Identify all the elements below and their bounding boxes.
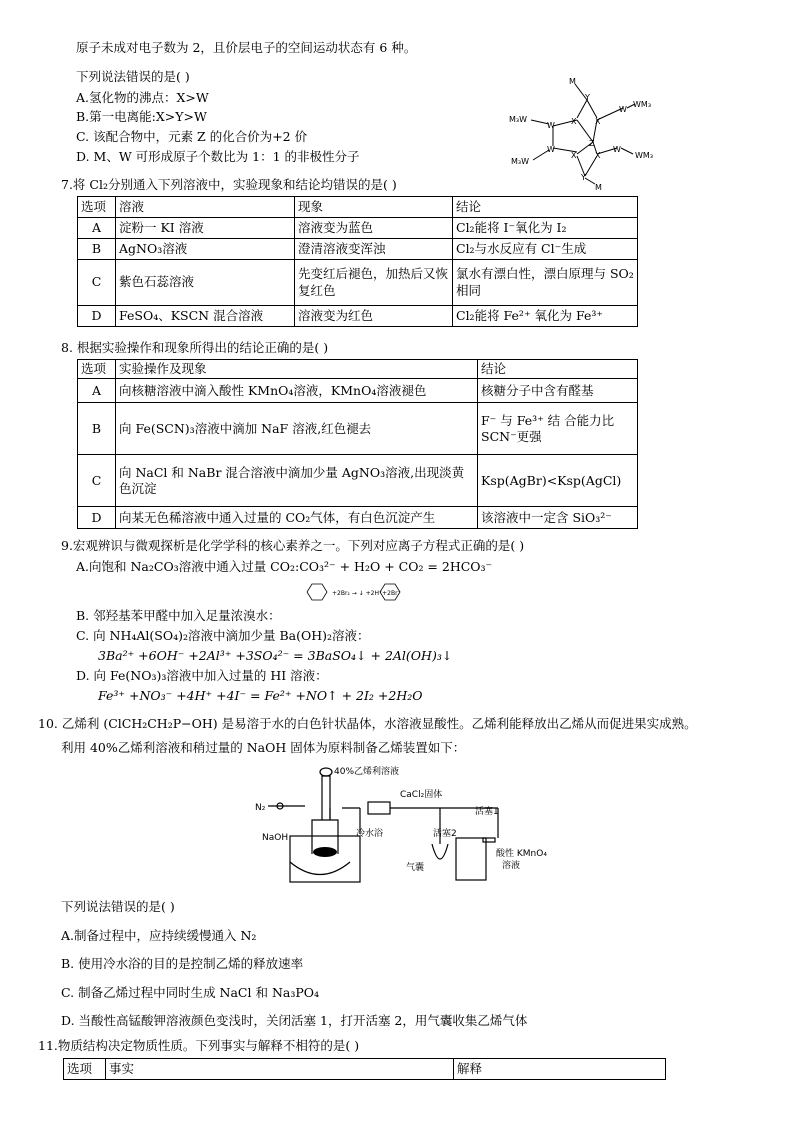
header-cell: 事实	[106, 1059, 454, 1080]
label-y-top: Y	[585, 93, 590, 102]
reaction-text: +2Br₂ → ↓ +2H⁺+2Br⁻	[332, 590, 401, 597]
table-cell: 淀粉一 KI 溶液	[116, 218, 295, 239]
q9-stem: 9.宏观辨识与微观探析是化学学科的核心素养之一。下列对应离子方程式正确的是( )	[61, 538, 525, 553]
label-m3w-bottom: M₃W	[511, 157, 530, 166]
table-row	[78, 306, 638, 327]
table-row	[78, 260, 638, 306]
table-cell: 澄清溶液变浑浊	[295, 239, 453, 260]
table-cell: 先变红后褪色，加热后又恢复红色	[295, 260, 453, 306]
q7-stem: 7.将 Cl₂分别通入下列溶液中，实验现象和结论均错误的是( )	[61, 177, 397, 192]
table-cell: D	[78, 306, 116, 327]
table-cell: F⁻ 与 Fe³⁺ 结 合能力比 SCN⁻更强	[478, 403, 638, 455]
table-cell: 氯水有漂白性，漂白原理与 SO₂相同	[453, 260, 638, 306]
q10-option-d: D. 当酸性高锰酸钾溶液颜色变浅时，关闭活塞 1，打开活塞 2，用气囊收集乙烯气体	[61, 1013, 528, 1028]
table-cell: A	[78, 218, 116, 239]
q6-option-c: C. 该配合物中，元素 Z 的化合价为+2 价	[76, 129, 308, 144]
label-x4: X	[595, 151, 601, 160]
header-cell: 选项	[78, 360, 116, 379]
table-cell: 向 Fe(SCN)₃溶液中滴加 NaF 溶液,红色褪去	[116, 403, 478, 455]
header-cell: 结论	[453, 197, 638, 218]
label-m-top: M	[569, 77, 576, 86]
header-cell: 现象	[295, 197, 453, 218]
q6-option-d: D. M、W 可形成原子个数比为 1：1 的非极性分子	[76, 149, 360, 164]
complex-structure-diagram	[505, 72, 665, 192]
header-cell: 结论	[478, 360, 638, 379]
label-m3w: M₃W	[509, 115, 528, 124]
table-cell: 该溶液中一定含 SiO₃²⁻	[478, 507, 638, 529]
table-row	[78, 379, 638, 403]
q9-option-d: D. 向 Fe(NO₃)₃溶液中加入过量的 HI 溶液：	[76, 668, 328, 683]
label-valve-1: 活塞1	[475, 807, 499, 817]
label-w1: W	[547, 121, 555, 130]
label-x3: X	[571, 151, 577, 160]
table-row	[78, 218, 638, 239]
q6-line1: 原子未成对电子数为 2，且价层电子的空间运动状态有 6 种。	[76, 40, 417, 55]
table-row	[78, 239, 638, 260]
label-naoh: NaOH	[262, 833, 289, 843]
label-z: Z	[589, 139, 595, 148]
label-n2: N₂	[255, 803, 266, 813]
q11-table	[63, 1058, 666, 1080]
header-cell: 实验操作及现象	[116, 360, 478, 379]
table-cell: B	[78, 239, 116, 260]
q8-stem: 8. 根据实验操作和现象所得出的结论正确的是( )	[61, 340, 329, 355]
label-kmno4-line2: 溶液	[502, 861, 521, 871]
table-cell: 核糖分子中含有醛基	[478, 379, 638, 403]
q8-table	[77, 359, 638, 529]
ethylene-apparatus-diagram	[250, 762, 547, 890]
label-y-bottom: Y	[581, 173, 586, 182]
q9-option-b: B. 邻羟基苯甲醛中加入足量浓溴水：	[76, 608, 281, 623]
table-cell: Cl₂能将 Fe²⁺ 氧化为 Fe³⁺	[453, 306, 638, 327]
table-cell: C	[78, 455, 116, 507]
label-ethephon-solution: 40%乙烯利溶液	[334, 767, 400, 777]
table-cell: 向 NaCl 和 NaBr 混合溶液中滴加少量 AgNO₃溶液,出现淡黄色沉淀	[116, 455, 478, 507]
label-w4: W	[613, 145, 621, 154]
table-row	[78, 403, 638, 455]
label-w2: W	[547, 145, 555, 154]
table-cell: 向核糖溶液中滴入酸性 KMnO₄溶液，KMnO₄溶液褪色	[116, 379, 478, 403]
table-row	[78, 507, 638, 529]
table-header-row	[64, 1059, 666, 1080]
table-cell: FeSO₄、KSCN 混合溶液	[116, 306, 295, 327]
table-cell: 溶液变为蓝色	[295, 218, 453, 239]
table-cell: A	[78, 379, 116, 403]
q10-stem-1: 10. 乙烯利 (ClCH₂CH₂P−OH) 是易溶于水的白色针状晶体，水溶液显酸性。乙烯利能释放出乙烯从而促进果实成熟。	[38, 716, 697, 731]
label-wm3-bottom: WM₃	[635, 151, 654, 160]
label-cacl2: CaCl₂固体	[400, 790, 443, 800]
q11-stem: 11.物质结构决定物质性质。下列事实与解释不相符的是( )	[38, 1038, 360, 1053]
header-cell: 选项	[64, 1059, 106, 1080]
table-cell: Cl₂与水反应有 Cl⁻生成	[453, 239, 638, 260]
label-cold-bath: 冷水浴	[356, 829, 384, 839]
label-x2: X	[595, 117, 601, 126]
q10-prompt: 下列说法错误的是( )	[61, 899, 175, 914]
table-cell: AgNO₃溶液	[116, 239, 295, 260]
label-w3: W	[619, 105, 627, 114]
label-m-bottom: M	[595, 183, 602, 192]
table-cell: Ksp(AgBr)<Ksp(AgCl)	[478, 455, 638, 507]
table-header-row	[78, 197, 638, 218]
header-cell: 解释	[454, 1059, 666, 1080]
bromination-reaction-image	[300, 578, 460, 608]
table-cell: 向某无色稀溶液中通入过量的 CO₂气体，有白色沉淀产生	[116, 507, 478, 529]
q9-c-equation: 3Ba²⁺ +6OH⁻ +2Al³⁺ +3SO₄²⁻ = 3BaSO₄↓ + 2Al(OH)₃↓	[98, 648, 453, 663]
label-wm3-top: WM₃	[633, 100, 652, 109]
table-cell: C	[78, 260, 116, 306]
q6-option-b: B.第一电离能:X>Y>W	[76, 109, 207, 124]
q6-option-a: A.氢化物的沸点：X>W	[76, 90, 209, 105]
table-cell: 溶液变为红色	[295, 306, 453, 327]
label-kmno4-line1: 酸性 KMnO₄	[496, 849, 547, 859]
table-cell: B	[78, 403, 116, 455]
q10-option-b: B. 使用冷水浴的目的是控制乙烯的释放速率	[61, 956, 304, 971]
q9-option-c: C. 向 NH₄Al(SO₄)₂溶液中滴加少量 Ba(OH)₂溶液：	[76, 628, 370, 643]
table-cell: 紫色石蕊溶液	[116, 260, 295, 306]
q10-stem-2: 利用 40%乙烯利溶液和稍过量的 NaOH 固体为原料制备乙烯装置如下：	[61, 740, 466, 755]
q10-option-a: A.制备过程中，应持续缓慢通入 N₂	[61, 928, 257, 943]
header-cell: 选项	[78, 197, 116, 218]
q10-option-c: C. 制备乙烯过程中同时生成 NaCl 和 Na₃PO₄	[61, 985, 320, 1000]
q9-option-a: A.向饱和 Na₂CO₃溶液中通入过量 CO₂:CO₃²⁻ + H₂O + CO₂ = 2HCO₃⁻	[76, 559, 493, 574]
table-cell: Cl₂能将 I⁻氧化为 I₂	[453, 218, 638, 239]
table-row	[78, 455, 638, 507]
table-cell: D	[78, 507, 116, 529]
header-cell: 溶液	[116, 197, 295, 218]
q9-d-equation: Fe³⁺ +NO₃⁻ +4H⁺ +4I⁻ = Fe²⁺ +NO↑ + 2I₂ +2H₂O	[98, 688, 423, 703]
table-header-row	[78, 360, 638, 379]
q7-table	[77, 196, 638, 327]
label-valve-2: 活塞2	[433, 829, 457, 839]
q6-prompt: 下列说法错误的是( )	[76, 69, 190, 84]
label-gas-bag: 气囊	[406, 863, 425, 873]
label-x1: X	[571, 117, 577, 126]
